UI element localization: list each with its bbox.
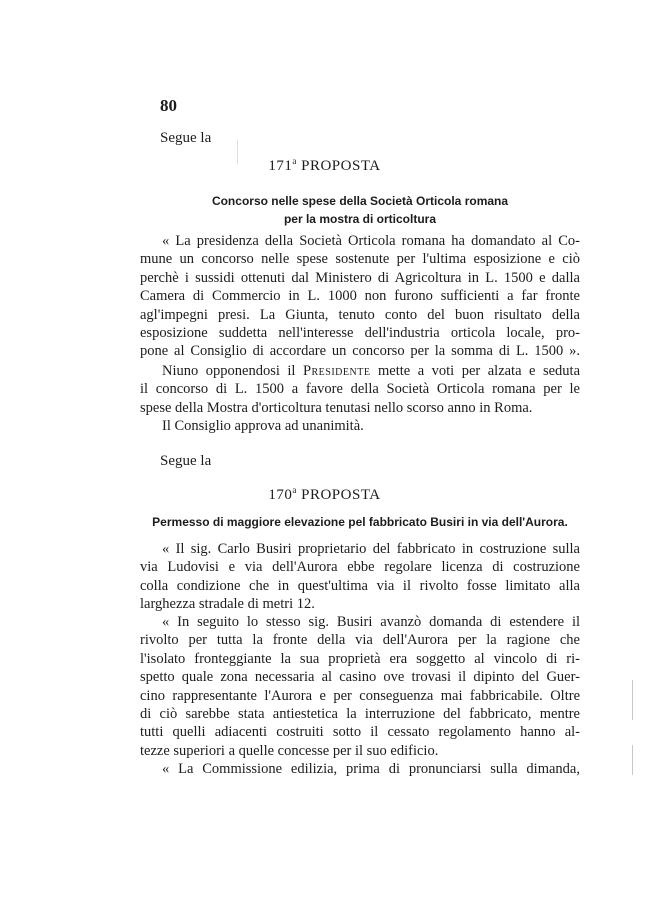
proposal-2-paragraph-3 [140, 760, 580, 778]
paragraph-line: via Ludovisi e via dell'Aurora ebbe regolare licenza di costruzione [140, 559, 580, 576]
paragraph-line: agl'impegni presi. La Giunta, tenuto conto del buon risultato della [140, 306, 580, 323]
paragraph-line: « Il sig. Carlo Busiri proprietario del fabbricato in costruzione sulla [162, 541, 580, 557]
proposal-1-paragraph-3 [140, 417, 580, 435]
paragraph-line: esposizione suddetta nell'interesse dell'industria orticola locale, pro- [140, 324, 580, 341]
proposal-1-subject [140, 192, 580, 228]
president-title: Presidente [302, 363, 371, 379]
paragraph-line: tezze superiori a quelle concesse per il suo edificio. [140, 742, 439, 759]
paragraph-line: Camera di Commercio in L. 1000 non furono sufficienti a far fronte [140, 288, 580, 305]
proposal-1-subject-line-1: Concorso nelle spese della Società Orticola romana [211, 194, 509, 208]
proposal-1-label: PROPOSTA [301, 158, 381, 174]
proposal-1-suffix: a [292, 156, 297, 166]
paragraph-line: larghezza stradale di metri 12. [140, 596, 315, 613]
proposal-1-number: 171 [268, 158, 293, 174]
proposal-2-subject [140, 513, 580, 531]
paragraph-line: spese della Mostra d'orticoltura tenutasi nello scorso anno in Roma. [140, 399, 533, 416]
paragraph-line: cino rappresentante l'Aurora e per conseguenza mai fabbricabile. Oltre [140, 687, 580, 704]
proposal-1-subject-line-2: per la mostra di orticoltura [283, 212, 437, 226]
paragraph-line: tutti quelli adiacenti costruiti sotto il cessato regolamento hanno al- [140, 724, 580, 741]
paragraph-line: pone al Consiglio di accordare un concorso per la somma di L. 1500 ». [140, 343, 580, 360]
paragraph-line: « La Commissione edilizia, prima di pronunciarsi sulla dimanda, [162, 761, 580, 777]
proposal-2-suffix: a [292, 485, 297, 495]
segue-text-1: Segue la [160, 130, 212, 146]
proposal-1-paragraph-1 [140, 232, 580, 361]
paragraph-line: perchè i sussidi ottenuti dal Ministero di Agricoltura in L. 1500 e dalla [140, 269, 580, 286]
proposal-2-paragraph-2 [140, 613, 580, 760]
margin-scan-mark [632, 745, 633, 775]
paragraph-line: « In seguito lo stesso sig. Busiri avanzò domanda di estendere il [162, 614, 580, 630]
proposal-2-label: PROPOSTA [301, 487, 381, 503]
proposal-2-subject-line-1: Permesso di maggiore elevazione pel fabbricato Busiri in via dell'Aurora. [152, 515, 568, 529]
segue-text-2: Segue la [160, 453, 212, 469]
paragraph-line: colla condizione che in quest'ultima via il rivolto fosse limitato alla [140, 577, 580, 594]
proposal-2-number: 170 [268, 487, 293, 503]
proposal-2-heading [0, 485, 649, 504]
margin-scan-mark [632, 680, 633, 720]
paragraph-line: l'isolato fronteggiante la sua proprietà era soggetto al vincolo di ri- [140, 650, 580, 667]
page-number: 80 [160, 96, 177, 115]
paragraph-line: Il Consiglio approva ad unanimità. [162, 418, 364, 434]
proposal-2-paragraph-1 [140, 540, 580, 614]
paragraph-line: il concorso di L. 1500 a favore della Società Orticola romana per le [140, 381, 580, 398]
paragraph-2-start: Niuno opponendosi il [162, 363, 296, 379]
paragraph-line: spetto quale zona necessaria al casino ove trovasi il dipinto del Guer- [140, 669, 580, 686]
paragraph-line: rivolto per tutta la fronte della via dell'Aurora per la ragione che [140, 632, 580, 649]
paragraph-line [140, 362, 580, 380]
proposal-1-heading [0, 156, 649, 175]
paragraph-line: « La presidenza della Società Orticola romana ha domandato al Co- [162, 233, 580, 249]
paragraph-2-line-1-end: mette a voti per alzata e seduta [377, 363, 581, 379]
paragraph-line: mune un concorso nelle spese sostenute per l'ultima esposizione e ciò [140, 251, 580, 268]
margin-scan-mark [237, 140, 238, 164]
proposal-1-paragraph-2 [140, 362, 580, 417]
paragraph-line: di ciò sarebbe stata antiestetica la interruzione del fabbricato, mentre [140, 705, 580, 722]
